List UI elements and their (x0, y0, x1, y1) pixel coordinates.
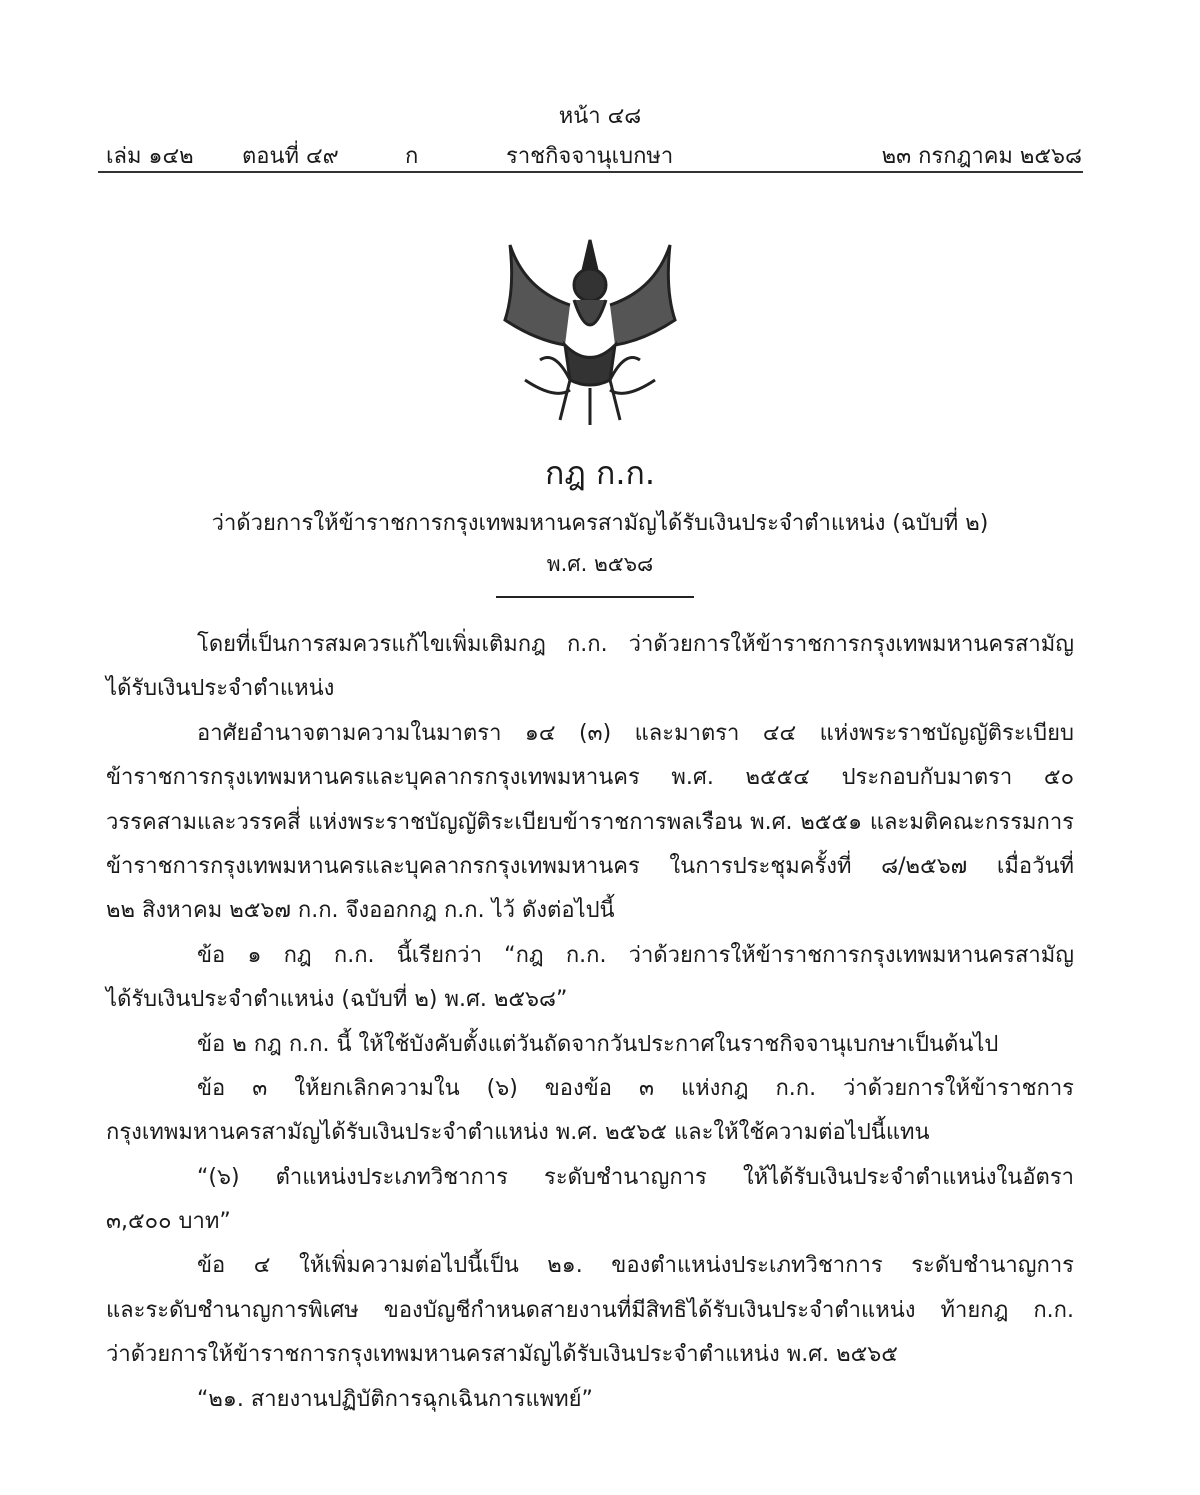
paragraph-line: และระดับชำนาญการพิเศษ ของบัญชีกำหนดสายงานที่มีสิทธิได้รับเงินประจำตำแหน่ง ท้ายกฎ ก.ก. (106, 1297, 1074, 1323)
paragraph-line: ๓,๕๐๐ บาท” (106, 1209, 231, 1235)
paragraph (106, 1156, 1074, 1245)
paragraph (106, 1244, 1074, 1377)
document-title: กฎ ก.ก. (544, 454, 656, 492)
garuda-emblem-icon (495, 230, 685, 430)
paragraph-line: ข้อ ๓ ให้ยกเลิกความใน (๖) ของข้อ ๓ แห่งกฎ ก.ก. ว่าด้วยการให้ข้าราชการ (197, 1075, 1074, 1101)
paragraph-line: ข้อ ๑ กฎ ก.ก. นี้เรียกว่า “กฎ ก.ก. ว่าด้วยการให้ข้าราชการกรุงเทพมหานครสามัญ (197, 942, 1074, 968)
paragraph-line: ได้รับเงินประจำตำแหน่ง (ฉบับที่ ๒) พ.ศ. ๒๕๖๘” (106, 987, 568, 1013)
paragraph (106, 1378, 1074, 1422)
paragraph-line: วรรคสามและวรรคสี่ แห่งพระราชบัญญัติระเบียบข้าราชการพลเรือน พ.ศ. ๒๕๕๑ และมติคณะกรรมการ (106, 809, 1074, 835)
paragraph (106, 1023, 1074, 1067)
paragraph-line: ๒๒ สิงหาคม ๒๕๖๗ ก.ก. จึงออกกฎ ก.ก. ไว้ ดังต่อไปนี้ (106, 898, 615, 924)
paragraph-line: อาศัยอำนาจตามความในมาตรา ๑๔ (๓) และมาตรา ๔๔ แห่งพระราชบัญญัติระเบียบ (197, 720, 1074, 746)
paragraph-line: ข้าราชการกรุงเทพมหานครและบุคลากรกรุงเทพมหานคร พ.ศ. ๒๕๕๔ ประกอบกับมาตรา ๕๐ (106, 765, 1074, 791)
title-separator (496, 596, 694, 598)
paragraph-line: “๒๑. สายงานปฏิบัติการฉุกเฉินการแพทย์” (197, 1386, 593, 1412)
section: ก (405, 144, 419, 169)
paragraph-line: “(๖) ตำแหน่งประเภทวิชาการ ระดับชำนาญการ ให้ได้รับเงินประจำตำแหน่งในอัตรา (197, 1164, 1074, 1190)
paragraph (106, 712, 1074, 934)
publication-name: ราชกิจจานุเบกษา (506, 144, 674, 169)
document-subtitle: ว่าด้วยการให้ข้าราชการกรุงเทพมหานครสามัญได้รับเงินประจำตำแหน่ง (ฉบับที่ ๒) (211, 511, 989, 536)
publication-date: ๒๓ กรกฎาคม ๒๕๖๘ (881, 144, 1082, 169)
paragraph-line: โดยที่เป็นการสมควรแก้ไขเพิ่มเติมกฎ ก.ก. ว่าด้วยการให้ข้าราชการกรุงเทพมหานครสามัญ (197, 632, 1074, 657)
paragraph-line: ข้อ ๒ กฎ ก.ก. นี้ ให้ใช้บังคับตั้งแต่วันถัดจากวันประกาศในราชกิจจานุเบกษาเป็นต้นไป (197, 1031, 999, 1057)
paragraph-line: ข้าราชการกรุงเทพมหานครและบุคลากรกรุงเทพมหานคร ในการประชุมครั้งที่ ๘/๒๕๖๗ เมื่อวันที่ (106, 853, 1074, 879)
paragraph (106, 1067, 1074, 1156)
issue: ตอนที่ ๔๙ (242, 144, 339, 169)
document-body (106, 623, 1074, 1422)
volume: เล่ม ๑๔๒ (106, 144, 194, 169)
document-year: พ.ศ. ๒๕๖๘ (546, 552, 654, 576)
paragraph-line: ข้อ ๔ ให้เพิ่มความต่อไปนี้เป็น ๒๑. ของตำแหน่งประเภทวิชาการ ระดับชำนาญการ (197, 1253, 1074, 1279)
paragraph (106, 623, 1074, 712)
paragraph (106, 934, 1074, 1023)
page-number: หน้า ๔๘ (558, 104, 642, 129)
paragraph-line: กรุงเทพมหานครสามัญได้รับเงินประจำตำแหน่ง พ.ศ. ๒๕๖๕ และให้ใช้ความต่อไปนี้แทน (106, 1120, 930, 1146)
paragraph-line: ได้รับเงินประจำตำแหน่ง (106, 676, 335, 702)
paragraph-line: ว่าด้วยการให้ข้าราชการกรุงเทพมหานครสามัญได้รับเงินประจำตำแหน่ง พ.ศ. ๒๕๖๕ (106, 1342, 898, 1368)
header-rule (98, 171, 1083, 173)
